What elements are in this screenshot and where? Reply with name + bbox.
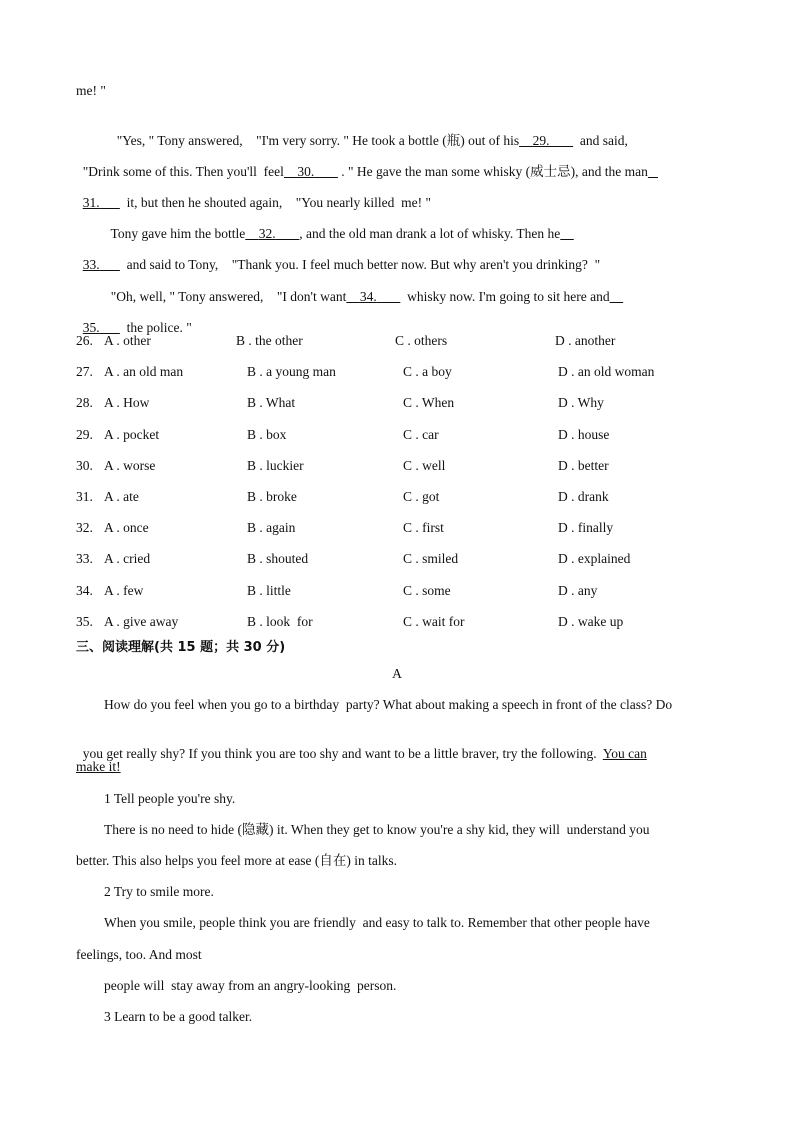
story-text: , and the old man drank a lot of whisky. Then he: [299, 226, 561, 241]
option-c[interactable]: C . When: [403, 395, 455, 410]
blank-31: 31.: [82, 195, 100, 210]
option-c[interactable]: C . others: [395, 333, 448, 348]
blank-34: 34.: [359, 289, 377, 304]
option-a[interactable]: A . give away: [104, 614, 179, 629]
question-number: 34.: [76, 583, 93, 598]
story-text: and said to Tony, "Thank you. I feel much better now. But why aren't you drinking? ": [126, 257, 601, 272]
reading-line: feelings, too. And most: [76, 947, 202, 962]
reading-heading: 2 Try to smile more.: [104, 884, 214, 899]
option-d[interactable]: D . explained: [558, 551, 631, 566]
option-c[interactable]: C . well: [403, 458, 446, 473]
blank-33: 33.: [82, 257, 100, 272]
option-a[interactable]: A . pocket: [104, 427, 160, 442]
option-c[interactable]: C . got: [403, 489, 440, 504]
option-d[interactable]: D . an old woman: [558, 364, 655, 379]
option-b[interactable]: B . again: [247, 520, 296, 535]
story-text: whisky now. I'm going to sit here and: [407, 289, 610, 304]
blank-31-start: [648, 164, 658, 179]
story-text: "Oh, well, " Tony answered, "I don't want: [110, 289, 347, 304]
option-a[interactable]: A . an old man: [104, 364, 184, 379]
blank-29: 29.: [532, 133, 550, 148]
question-number: 27.: [76, 364, 93, 379]
blank-30: 30.: [297, 164, 315, 179]
option-c[interactable]: C . some: [403, 583, 451, 598]
story-line: me! ": [76, 83, 106, 98]
option-c[interactable]: C . a boy: [403, 364, 452, 379]
reading-text: you get really shy? If you think you are too shy and want to be a little braver, try the following.: [82, 746, 597, 761]
question-number: 28.: [76, 395, 93, 410]
option-a[interactable]: A . worse: [104, 458, 156, 473]
option-d[interactable]: D . finally: [558, 520, 614, 535]
question-number: 32.: [76, 520, 93, 535]
reading-line: people will stay away from an angry-looking person.: [104, 978, 397, 993]
reading-line: How do you feel when you go to a birthday party? What about making a speech in front of the class? Do: [104, 697, 673, 712]
option-d[interactable]: D . better: [558, 458, 609, 473]
story-text: it, but then he shouted again, "You nearly killed me! ": [126, 195, 431, 210]
option-a[interactable]: A . few: [104, 583, 144, 598]
option-b[interactable]: B . a young man: [247, 364, 336, 379]
story-line: [76, 238, 600, 274]
option-c[interactable]: C . smiled: [403, 551, 459, 566]
option-d[interactable]: D . drank: [558, 489, 609, 504]
option-d[interactable]: D . wake up: [558, 614, 624, 629]
option-a[interactable]: A . once: [104, 520, 149, 535]
question-number: 31.: [76, 489, 93, 504]
reading-heading: 3 Learn to be a good talker.: [104, 1009, 253, 1024]
reading-underlined-line: make it!: [76, 759, 121, 774]
option-d[interactable]: D . any: [558, 583, 598, 598]
story-text: the police. ": [126, 320, 192, 335]
passage-label: A: [392, 666, 402, 681]
question-number: 26.: [76, 333, 93, 348]
question-number: 30.: [76, 458, 93, 473]
reading-line: [76, 727, 647, 763]
option-b[interactable]: B . box: [247, 427, 287, 442]
section-title: 三、阅读理解(共 15 题；共 30 分): [76, 640, 286, 655]
option-b[interactable]: B . shouted: [247, 551, 309, 566]
reading-line: When you smile, people think you are friendly and easy to talk to. Remember that other people have: [104, 915, 650, 930]
reading-line: better. This also helps you feel more at ease (自在) in talks.: [76, 853, 398, 868]
option-d[interactable]: D . another: [555, 333, 616, 348]
option-b[interactable]: B . broke: [247, 489, 297, 504]
option-b[interactable]: B . the other: [236, 333, 303, 348]
question-number: 33.: [76, 551, 93, 566]
blank-35-start: [610, 289, 624, 304]
reading-heading: 1 Tell people you're shy.: [104, 791, 236, 806]
option-b[interactable]: B . What: [247, 395, 296, 410]
option-d[interactable]: D . house: [558, 427, 610, 442]
question-number: 29.: [76, 427, 93, 442]
option-a[interactable]: A . ate: [104, 489, 139, 504]
story-text: Tony gave him the bottle: [110, 226, 246, 241]
option-a[interactable]: A . cried: [104, 551, 151, 566]
option-a[interactable]: A . other: [104, 333, 151, 348]
option-c[interactable]: C . wait for: [403, 614, 465, 629]
option-a[interactable]: A . How: [104, 395, 150, 410]
question-number: 35.: [76, 614, 93, 629]
story-text: "Drink some of this. Then you'll feel: [82, 164, 284, 179]
option-b[interactable]: B . little: [247, 583, 291, 598]
story-text: . " He gave the man some whisky (威士忌), and the man: [337, 164, 648, 179]
option-b[interactable]: B . look for: [247, 614, 313, 629]
blank-35: 35.: [82, 320, 100, 335]
story-text: "Yes, " Tony answered, "I'm very sorry. " He took a bottle (瓶) out of his: [116, 133, 520, 148]
option-c[interactable]: C . first: [403, 520, 444, 535]
option-b[interactable]: B . luckier: [247, 458, 304, 473]
reading-underlined: You can: [602, 746, 647, 761]
reading-line: There is no need to hide (隐藏) it. When they get to know you're a shy kid, they will understand you: [104, 822, 650, 837]
story-text: and said,: [579, 133, 628, 148]
blank-32: 32.: [258, 226, 276, 241]
option-d[interactable]: D . Why: [558, 395, 604, 410]
option-c[interactable]: C . car: [403, 427, 439, 442]
